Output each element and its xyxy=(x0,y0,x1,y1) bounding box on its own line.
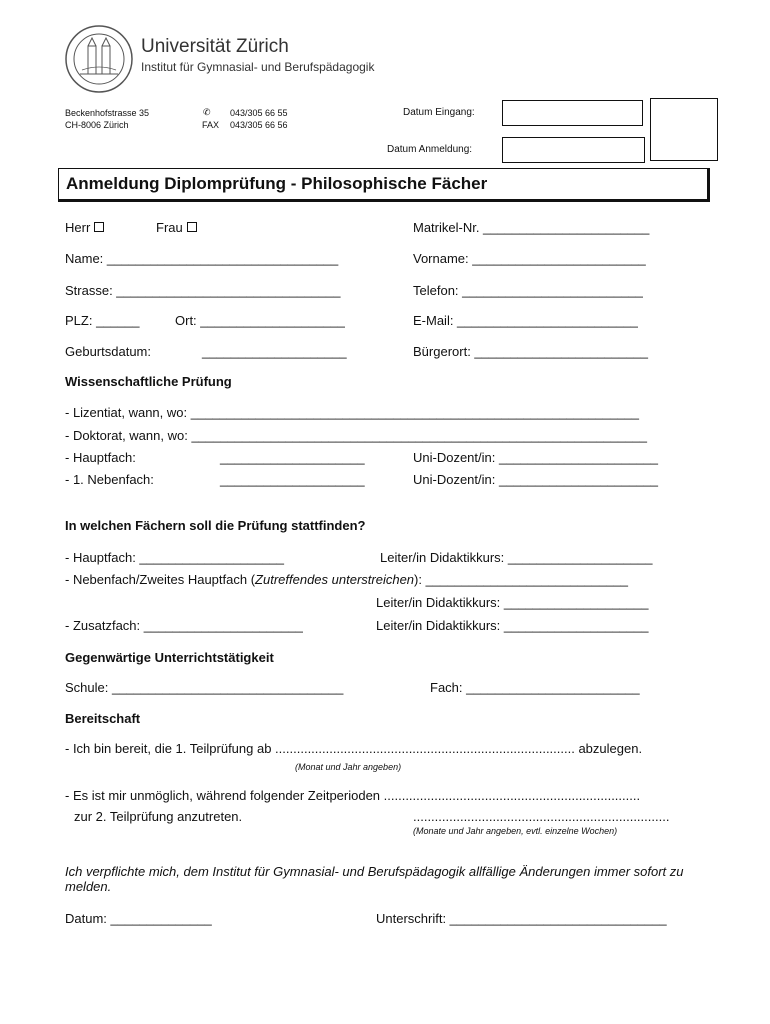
frau-checkbox[interactable] xyxy=(187,222,197,232)
pruefung-hauptfach-field[interactable]: - Hauptfach: ____________________ xyxy=(65,550,285,565)
leiter-hauptfach-field[interactable]: Leiter/in Didaktikkurs: ____________________ xyxy=(380,550,653,565)
schule-field[interactable]: Schule: ________________________________ xyxy=(65,680,344,695)
pruefung-nebenfach-field[interactable] xyxy=(65,572,628,587)
fach-field[interactable]: Fach: ________________________ xyxy=(430,680,640,695)
herr-checkbox[interactable] xyxy=(94,222,104,232)
name-field[interactable]: Name: ________________________________ xyxy=(65,251,339,266)
stamp-box[interactable] xyxy=(650,98,718,161)
vorname-field[interactable]: Vorname: ________________________ xyxy=(413,251,646,266)
doktorat-field[interactable]: - Doktorat, wann, wo: _______________________________________________________________ xyxy=(65,428,647,443)
form-title: Anmeldung Diplomprüfung - Philosophische Fächer xyxy=(66,174,488,193)
nebenfach-text-a: - Nebenfach/Zweites Hauptfach ( xyxy=(65,572,256,587)
phone-number: 043/305 66 55 xyxy=(230,108,288,118)
datum-field[interactable]: Datum: ______________ xyxy=(65,911,212,926)
institute-name: Institut für Gymnasial- und Berufspädagogik xyxy=(141,60,375,74)
frau-option[interactable] xyxy=(156,220,197,235)
dozent-hauptfach-field[interactable]: Uni-Dozent/in: ______________________ xyxy=(413,450,659,465)
nebenfach-field[interactable]: ____________________ xyxy=(220,472,365,487)
pledge-text: Ich verpflichte mich, dem Institut für Gymnasial- und Berufspädagogik allfällige Änderungen immer sofort zu melden. xyxy=(65,864,684,894)
address-city: CH-8006 Zürich xyxy=(65,120,129,130)
datum-anmeldung-field[interactable] xyxy=(502,137,645,163)
nebenfach-text-c: ): ____________________________ xyxy=(414,572,629,587)
zeitperioden-field-2[interactable]: ....................................................................... xyxy=(413,809,670,824)
phone-icon: ✆ xyxy=(203,107,211,117)
nebenfach-hint: Zutreffendes unterstreichen xyxy=(255,572,415,587)
hauptfach-field[interactable]: ____________________ xyxy=(220,450,365,465)
hauptfach-label: - Hauptfach: xyxy=(65,450,136,465)
zeitperioden-field[interactable]: - Es ist mir unmöglich, während folgender Zeitperioden ....................................................................... xyxy=(65,788,641,803)
leiter-zusatzfach-field[interactable]: Leiter/in Didaktikkurs: ____________________ xyxy=(376,618,649,633)
section-heading-faecher: In welchen Fächern soll die Prüfung stattfinden? xyxy=(65,518,366,533)
section-heading-bereitschaft: Bereitschaft xyxy=(65,711,141,726)
matrikel-field[interactable]: Matrikel-Nr. _______________________ xyxy=(413,220,650,235)
herr-label: Herr xyxy=(65,220,91,235)
datum-anmeldung-label: Datum Anmeldung: xyxy=(387,144,473,155)
university-name: Universität Zürich xyxy=(141,36,289,57)
teilpruefung2-label: zur 2. Teilprüfung anzutreten. xyxy=(74,809,243,824)
leiter-nebenfach-field[interactable]: Leiter/in Didaktikkurs: ____________________ xyxy=(376,595,649,610)
ort-field[interactable]: Ort: ____________________ xyxy=(175,313,345,328)
datum-eingang-label: Datum Eingang: xyxy=(403,107,475,118)
teilpruefung1-hint: (Monat und Jahr angeben) xyxy=(295,762,402,772)
teilpruefung1-field[interactable]: - Ich bin bereit, die 1. Teilprüfung ab ................................................................................... abzulegen. xyxy=(65,741,643,756)
section-heading-unterricht: Gegenwärtige Unterrichtstätigkeit xyxy=(65,650,274,665)
nebenfach-label: - 1. Nebenfach: xyxy=(65,472,154,487)
zusatzfach-field[interactable]: - Zusatzfach: ______________________ xyxy=(65,618,303,633)
fax-label: FAX xyxy=(202,120,220,130)
lizentiat-field[interactable]: - Lizentiat, wann, wo: ______________________________________________________________ xyxy=(65,405,639,420)
section-heading-wissenschaftlich: Wissenschaftliche Prüfung xyxy=(65,374,232,389)
form-title-box xyxy=(58,168,710,202)
fax-number: 043/305 66 56 xyxy=(230,120,288,130)
dozent-nebenfach-field[interactable]: Uni-Dozent/in: ______________________ xyxy=(413,472,659,487)
plz-field[interactable]: PLZ: ______ xyxy=(65,313,140,328)
zeitperioden-hint: (Monate und Jahr angeben, evtl. einzelne Wochen) xyxy=(413,826,618,836)
buergerort-field[interactable]: Bürgerort: ________________________ xyxy=(413,344,648,359)
datum-eingang-field[interactable] xyxy=(502,100,643,126)
email-field[interactable]: E-Mail: _________________________ xyxy=(413,313,638,328)
telefon-field[interactable]: Telefon: _________________________ xyxy=(413,283,643,298)
geburtsdatum-field[interactable]: ____________________ xyxy=(202,344,347,359)
unterschrift-field[interactable]: Unterschrift: ______________________________ xyxy=(376,911,667,926)
herr-option[interactable] xyxy=(65,220,104,235)
geburtsdatum-label: Geburtsdatum: xyxy=(65,344,151,359)
frau-label: Frau xyxy=(156,220,183,235)
university-seal-logo xyxy=(64,24,134,94)
address-street: Beckenhofstrasse 35 xyxy=(65,108,150,118)
strasse-field[interactable]: Strasse: _______________________________ xyxy=(65,283,341,298)
